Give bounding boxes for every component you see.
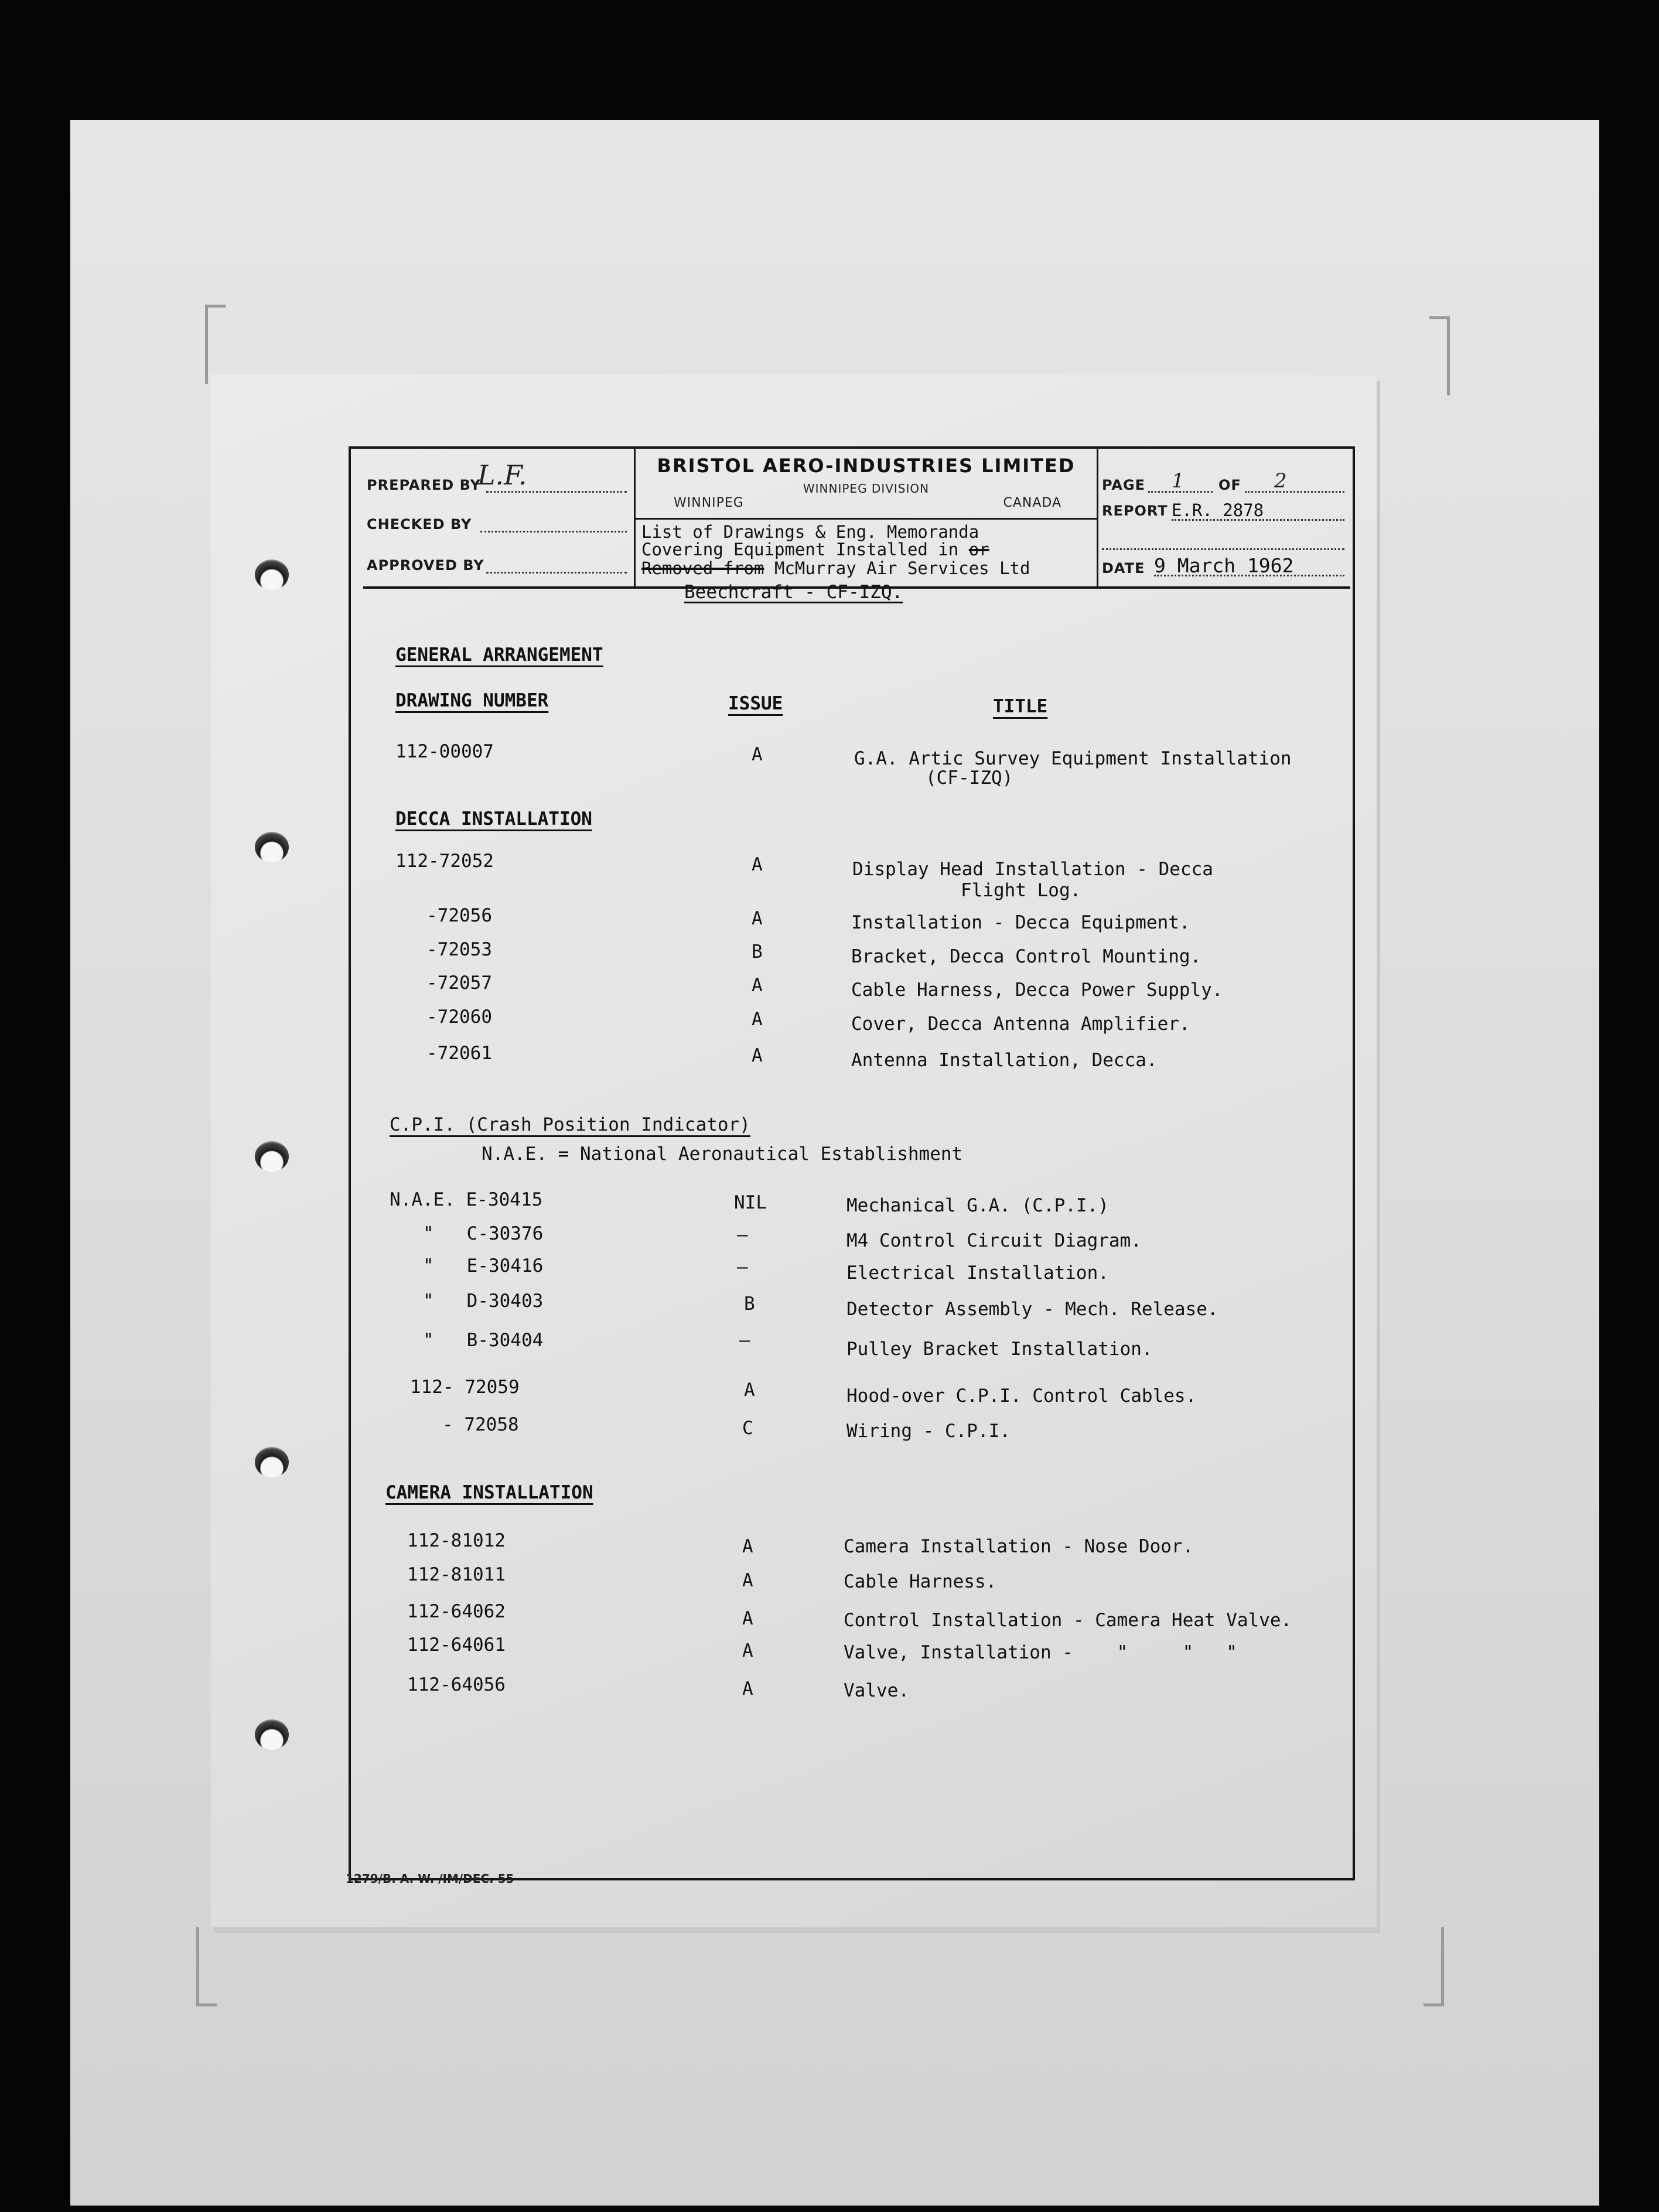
- drawing-title: Cable Harness.: [844, 1571, 997, 1592]
- title-divider: [636, 518, 1097, 520]
- issue-code: C: [742, 1418, 753, 1439]
- crop-mark-top-left: [205, 305, 226, 384]
- drawing-title: Pulley Bracket Installation.: [846, 1339, 1153, 1360]
- issue-code: A: [742, 1608, 753, 1629]
- drawing-number: -72053: [426, 939, 492, 960]
- issue-code: B: [744, 1293, 755, 1315]
- drawing-number: -72056: [426, 905, 492, 926]
- drawing-number: 112-64061: [407, 1634, 506, 1655]
- drawing-title: Electrical Installation.: [846, 1262, 1109, 1283]
- dotted-line: [1154, 575, 1344, 576]
- drawing-number: 112-64056: [407, 1674, 506, 1695]
- page-value: 1: [1172, 469, 1184, 493]
- dotted-line: [1102, 548, 1344, 550]
- drawing-number: " D-30403: [423, 1291, 544, 1312]
- issue-code: A: [752, 1045, 763, 1066]
- issue-code: A: [742, 1536, 753, 1557]
- drawing-title: Antenna Installation, Decca.: [851, 1050, 1158, 1071]
- drawing-title: Bracket, Decca Control Mounting.: [851, 946, 1201, 967]
- punch-hole: [255, 559, 289, 590]
- punch-hole: [255, 1447, 289, 1477]
- form-number: 1279/B. A. W. /IM/DEC. 55: [346, 1872, 514, 1886]
- dotted-line: [480, 531, 627, 532]
- dotted-line: [1172, 519, 1344, 521]
- issue-code: B: [752, 941, 763, 962]
- dotted-line: [1245, 491, 1344, 493]
- drawing-title-continued: (CF-IZQ): [926, 767, 1013, 788]
- issue-code: A: [752, 854, 763, 875]
- section-heading-decca-installation: DECCA INSTALLATION: [395, 808, 592, 830]
- drawing-title: Camera Installation - Nose Door.: [844, 1536, 1194, 1557]
- title-line-3-text: McMurray Air Services Ltd: [774, 558, 1030, 578]
- drawing-number: 112-81012: [407, 1530, 506, 1551]
- section-heading-camera-installation: CAMERA INSTALLATION: [385, 1482, 593, 1503]
- issue-code: —: [737, 1257, 748, 1278]
- drawing-number: - 72058: [442, 1414, 519, 1435]
- struck-text: Removed from: [641, 558, 764, 578]
- punch-hole: [255, 1141, 289, 1172]
- drawing-number: 112-81011: [407, 1564, 506, 1585]
- of-label: OF: [1218, 477, 1241, 493]
- punch-hole: [255, 832, 289, 862]
- report-label: REPORT: [1102, 503, 1168, 519]
- drawing-title: Display Head Installation - Decca: [852, 859, 1213, 880]
- column-header-drawing-number: DRAWING NUMBER: [395, 690, 549, 711]
- city-right: CANADA: [1003, 496, 1061, 510]
- drawing-title: Mechanical G.A. (C.P.I.): [846, 1195, 1109, 1216]
- title-line-1: List of Drawings & Eng. Memoranda: [641, 522, 979, 542]
- issue-code: NIL: [734, 1192, 767, 1213]
- crop-mark-bottom-left: [196, 1927, 217, 2006]
- drawing-title: M4 Control Circuit Diagram.: [846, 1230, 1142, 1251]
- drawing-number: " C-30376: [423, 1223, 544, 1244]
- abbreviation-note: N.A.E. = National Aeronautical Establishment: [482, 1143, 963, 1165]
- company-cell: [636, 449, 1098, 586]
- dotted-line: [486, 572, 627, 574]
- drawing-number: " E-30416: [423, 1255, 544, 1276]
- crop-mark-bottom-right: [1424, 1927, 1444, 2006]
- drawing-number: 112-64062: [407, 1601, 506, 1622]
- drawing-number: N.A.E. E-30415: [390, 1189, 543, 1210]
- title-line-3: [641, 558, 1030, 578]
- issue-code: A: [742, 1570, 753, 1591]
- column-header-issue: ISSUE: [728, 693, 783, 714]
- crop-mark-top-right: [1429, 316, 1450, 395]
- issue-code: A: [752, 1009, 763, 1030]
- issue-code: A: [742, 1678, 753, 1699]
- title-line-2: [641, 540, 989, 559]
- dotted-line: [486, 491, 627, 493]
- drawing-number: 112- 72059: [410, 1377, 520, 1398]
- issue-code: —: [737, 1224, 748, 1245]
- drawing-title: Control Installation - Camera Heat Valve.: [844, 1610, 1292, 1631]
- company-name: BRISTOL AERO-INDUSTRIES LIMITED: [657, 455, 1076, 477]
- city-left: WINNIPEG: [674, 496, 744, 510]
- section-heading-general-arrangement: GENERAL ARRANGEMENT: [395, 644, 603, 665]
- issue-code: A: [752, 744, 763, 765]
- date-value: 9 March 1962: [1154, 554, 1294, 577]
- signoff-cell: [363, 449, 636, 586]
- section-heading-cpi: C.P.I. (Crash Position Indicator): [390, 1114, 750, 1135]
- punch-hole: [255, 1719, 289, 1750]
- drawing-title: Hood-over C.P.I. Control Cables.: [846, 1385, 1197, 1407]
- drawing-title: Cover, Decca Antenna Amplifier.: [851, 1013, 1190, 1035]
- drawing-number: -72061: [426, 1043, 492, 1064]
- column-header-title: TITLE: [993, 696, 1048, 717]
- page-label: PAGE: [1102, 477, 1146, 493]
- drawing-number: " B-30404: [423, 1330, 544, 1351]
- report-value: E.R. 2878: [1172, 500, 1264, 520]
- issue-code: A: [752, 975, 763, 996]
- drawing-title: Valve, Installation - " " ": [844, 1642, 1237, 1663]
- form-header: [363, 446, 1350, 589]
- prepared-by-initials: L.F.: [477, 459, 527, 491]
- title-line-2-text: Covering Equipment Installed in: [641, 540, 959, 559]
- issue-code: A: [742, 1640, 753, 1661]
- approved-by-label: APPROVED BY: [367, 557, 484, 574]
- drawing-title-continued: Flight Log.: [961, 880, 1081, 901]
- division-name: WINNIPEG DIVISION: [803, 482, 930, 496]
- drawing-title: Valve.: [844, 1680, 909, 1701]
- issue-code: —: [739, 1330, 750, 1351]
- drawing-title: Installation - Decca Equipment.: [851, 912, 1190, 933]
- issue-code: A: [744, 1380, 755, 1401]
- aircraft-subject: Beechcraft - CF-IZQ.: [684, 582, 903, 603]
- drawing-number: 112-00007: [395, 741, 494, 762]
- struck-text: or: [968, 540, 989, 559]
- drawing-title: G.A. Artic Survey Equipment Installation: [854, 748, 1292, 769]
- checked-by-label: CHECKED BY: [367, 516, 472, 532]
- date-label: DATE: [1102, 560, 1145, 576]
- reference-cell: [1098, 449, 1350, 586]
- drawing-number: -72057: [426, 972, 492, 994]
- prepared-by-label: PREPARED BY: [367, 477, 481, 493]
- drawing-title: Wiring - C.P.I.: [846, 1421, 1011, 1442]
- issue-code: A: [752, 908, 763, 929]
- drawing-title: Cable Harness, Decca Power Supply.: [851, 979, 1223, 1001]
- drawing-number: 112-72052: [395, 851, 494, 872]
- of-value: 2: [1274, 469, 1287, 493]
- drawing-number: -72060: [426, 1006, 492, 1028]
- drawing-title: Detector Assembly - Mech. Release.: [846, 1299, 1218, 1320]
